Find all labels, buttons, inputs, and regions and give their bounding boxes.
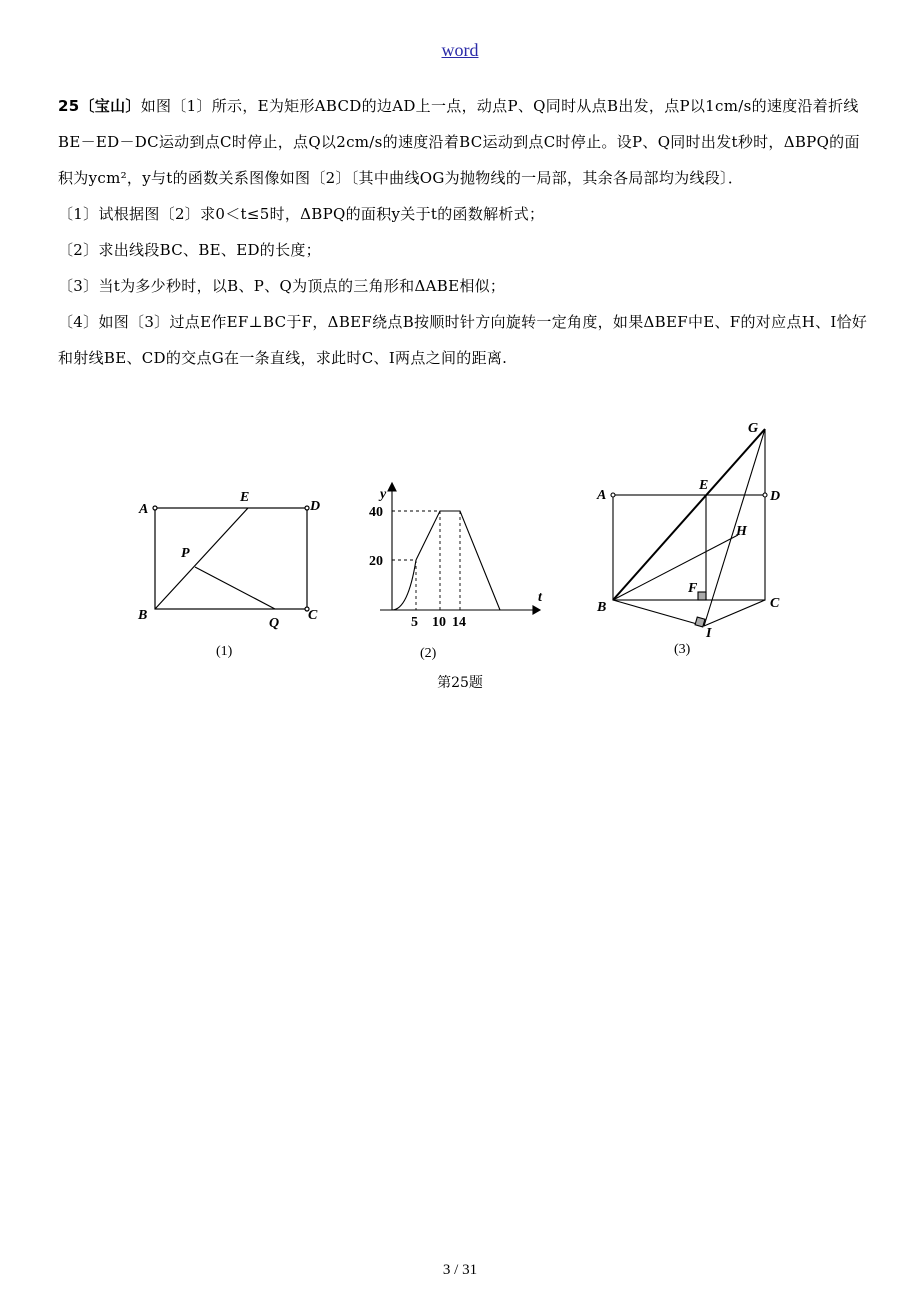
fig3-label-e: E [699, 478, 709, 493]
point-d [305, 506, 309, 510]
fig3-label-a: A [597, 488, 607, 503]
point-a3 [611, 493, 615, 497]
right-angle-f [698, 592, 706, 600]
segment-bh [613, 535, 738, 600]
fig3-label-d: D [770, 489, 781, 504]
segment-bi [613, 600, 704, 626]
fig2-tick-20: 20 [369, 554, 383, 569]
fig3-label-f: F [688, 581, 698, 596]
fig1-label-c: C [308, 608, 318, 623]
segment-pq [195, 567, 275, 609]
fig3-label-b: B [597, 600, 607, 615]
fig2-axis-t: t [538, 590, 542, 605]
question-4: 〔4〕如图〔3〕过点E作EF⊥BC于F，ΔBEF绕点B按顺时针方向旋转一定角度，如果ΔBEF中E、F的对应点H、I恰好和射线BE、CD的交点G在一条直线，求此时C、I两点之间的距离. [58, 313, 868, 367]
rectangle-abcd [155, 508, 307, 609]
problem-paragraph: 如图〔1〕所示，E为矩形ABCD的边AD上一点，动点P、Q同时从点B出发，点P以1cm/s的速度沿着折线BE－ED－DC运动到点C时停止，点Q以2cm/s的速度沿着BC运动到点C时停止。设P、Q同时出发t秒时，ΔBPQ的面积为ycm²，y与t的函数关系图像如图〔2〕〔其中曲线OG为抛物线的一局部，其余各局部均为线段〕． [58, 97, 860, 187]
problem-intro [58, 88, 868, 196]
figures [0, 415, 920, 705]
question-2: 〔2〕求出线段BC、BE、ED的长度； [58, 241, 321, 259]
figure-1 [153, 506, 309, 611]
point-a [153, 506, 157, 510]
segment-ic [704, 600, 765, 626]
fig1-label-e: E [240, 490, 250, 505]
header-word-link[interactable]: word [441, 40, 479, 60]
graph-segments [416, 511, 500, 610]
problem-25 [58, 88, 868, 376]
fig2-tick-5: 5 [411, 615, 418, 630]
fig3-label-g: G [748, 421, 759, 436]
fig3-label-h: H [736, 524, 747, 539]
fig1-label-q: Q [269, 616, 280, 631]
fig1-label-d: D [310, 499, 321, 514]
fig1-caption: (1) [216, 644, 233, 659]
fig3-label-c: C [770, 596, 780, 611]
question-3: 〔3〕当t为多少秒时，以B、P、Q为顶点的三角形和ΔABE相似； [58, 277, 506, 295]
problem-number: 25 [58, 97, 80, 115]
fig2-caption: (2) [420, 646, 437, 661]
right-angle-i [695, 617, 705, 627]
point-d3 [763, 493, 767, 497]
figures-title: 第25题 [437, 675, 483, 691]
fig1-label-a: A [139, 502, 149, 517]
fig2-tick-40: 40 [369, 505, 383, 520]
fig3-caption: (3) [674, 642, 691, 657]
fig1-label-p: P [181, 546, 190, 561]
ray-be [613, 429, 765, 600]
parabola-og [392, 560, 416, 610]
fig2-tick-10: 10 [432, 615, 446, 630]
fig3-label-i: I [706, 626, 712, 641]
y-axis-arrow [388, 483, 396, 491]
fig1-label-b: B [138, 608, 148, 623]
page-number: 3 / 31 [442, 1262, 478, 1278]
question-1: 〔1〕试根据图〔2〕求0＜t≤5时，ΔBPQ的面积y关于t的函数解析式； [58, 205, 545, 223]
fig2-tick-14: 14 [452, 615, 466, 630]
line-gi [704, 429, 765, 626]
segment-be [155, 508, 248, 609]
problem-source: 〔宝山〕 [79, 97, 141, 115]
fig2-axis-y: y [380, 487, 387, 502]
t-axis-arrow [533, 606, 540, 614]
figure-2 [380, 483, 540, 614]
